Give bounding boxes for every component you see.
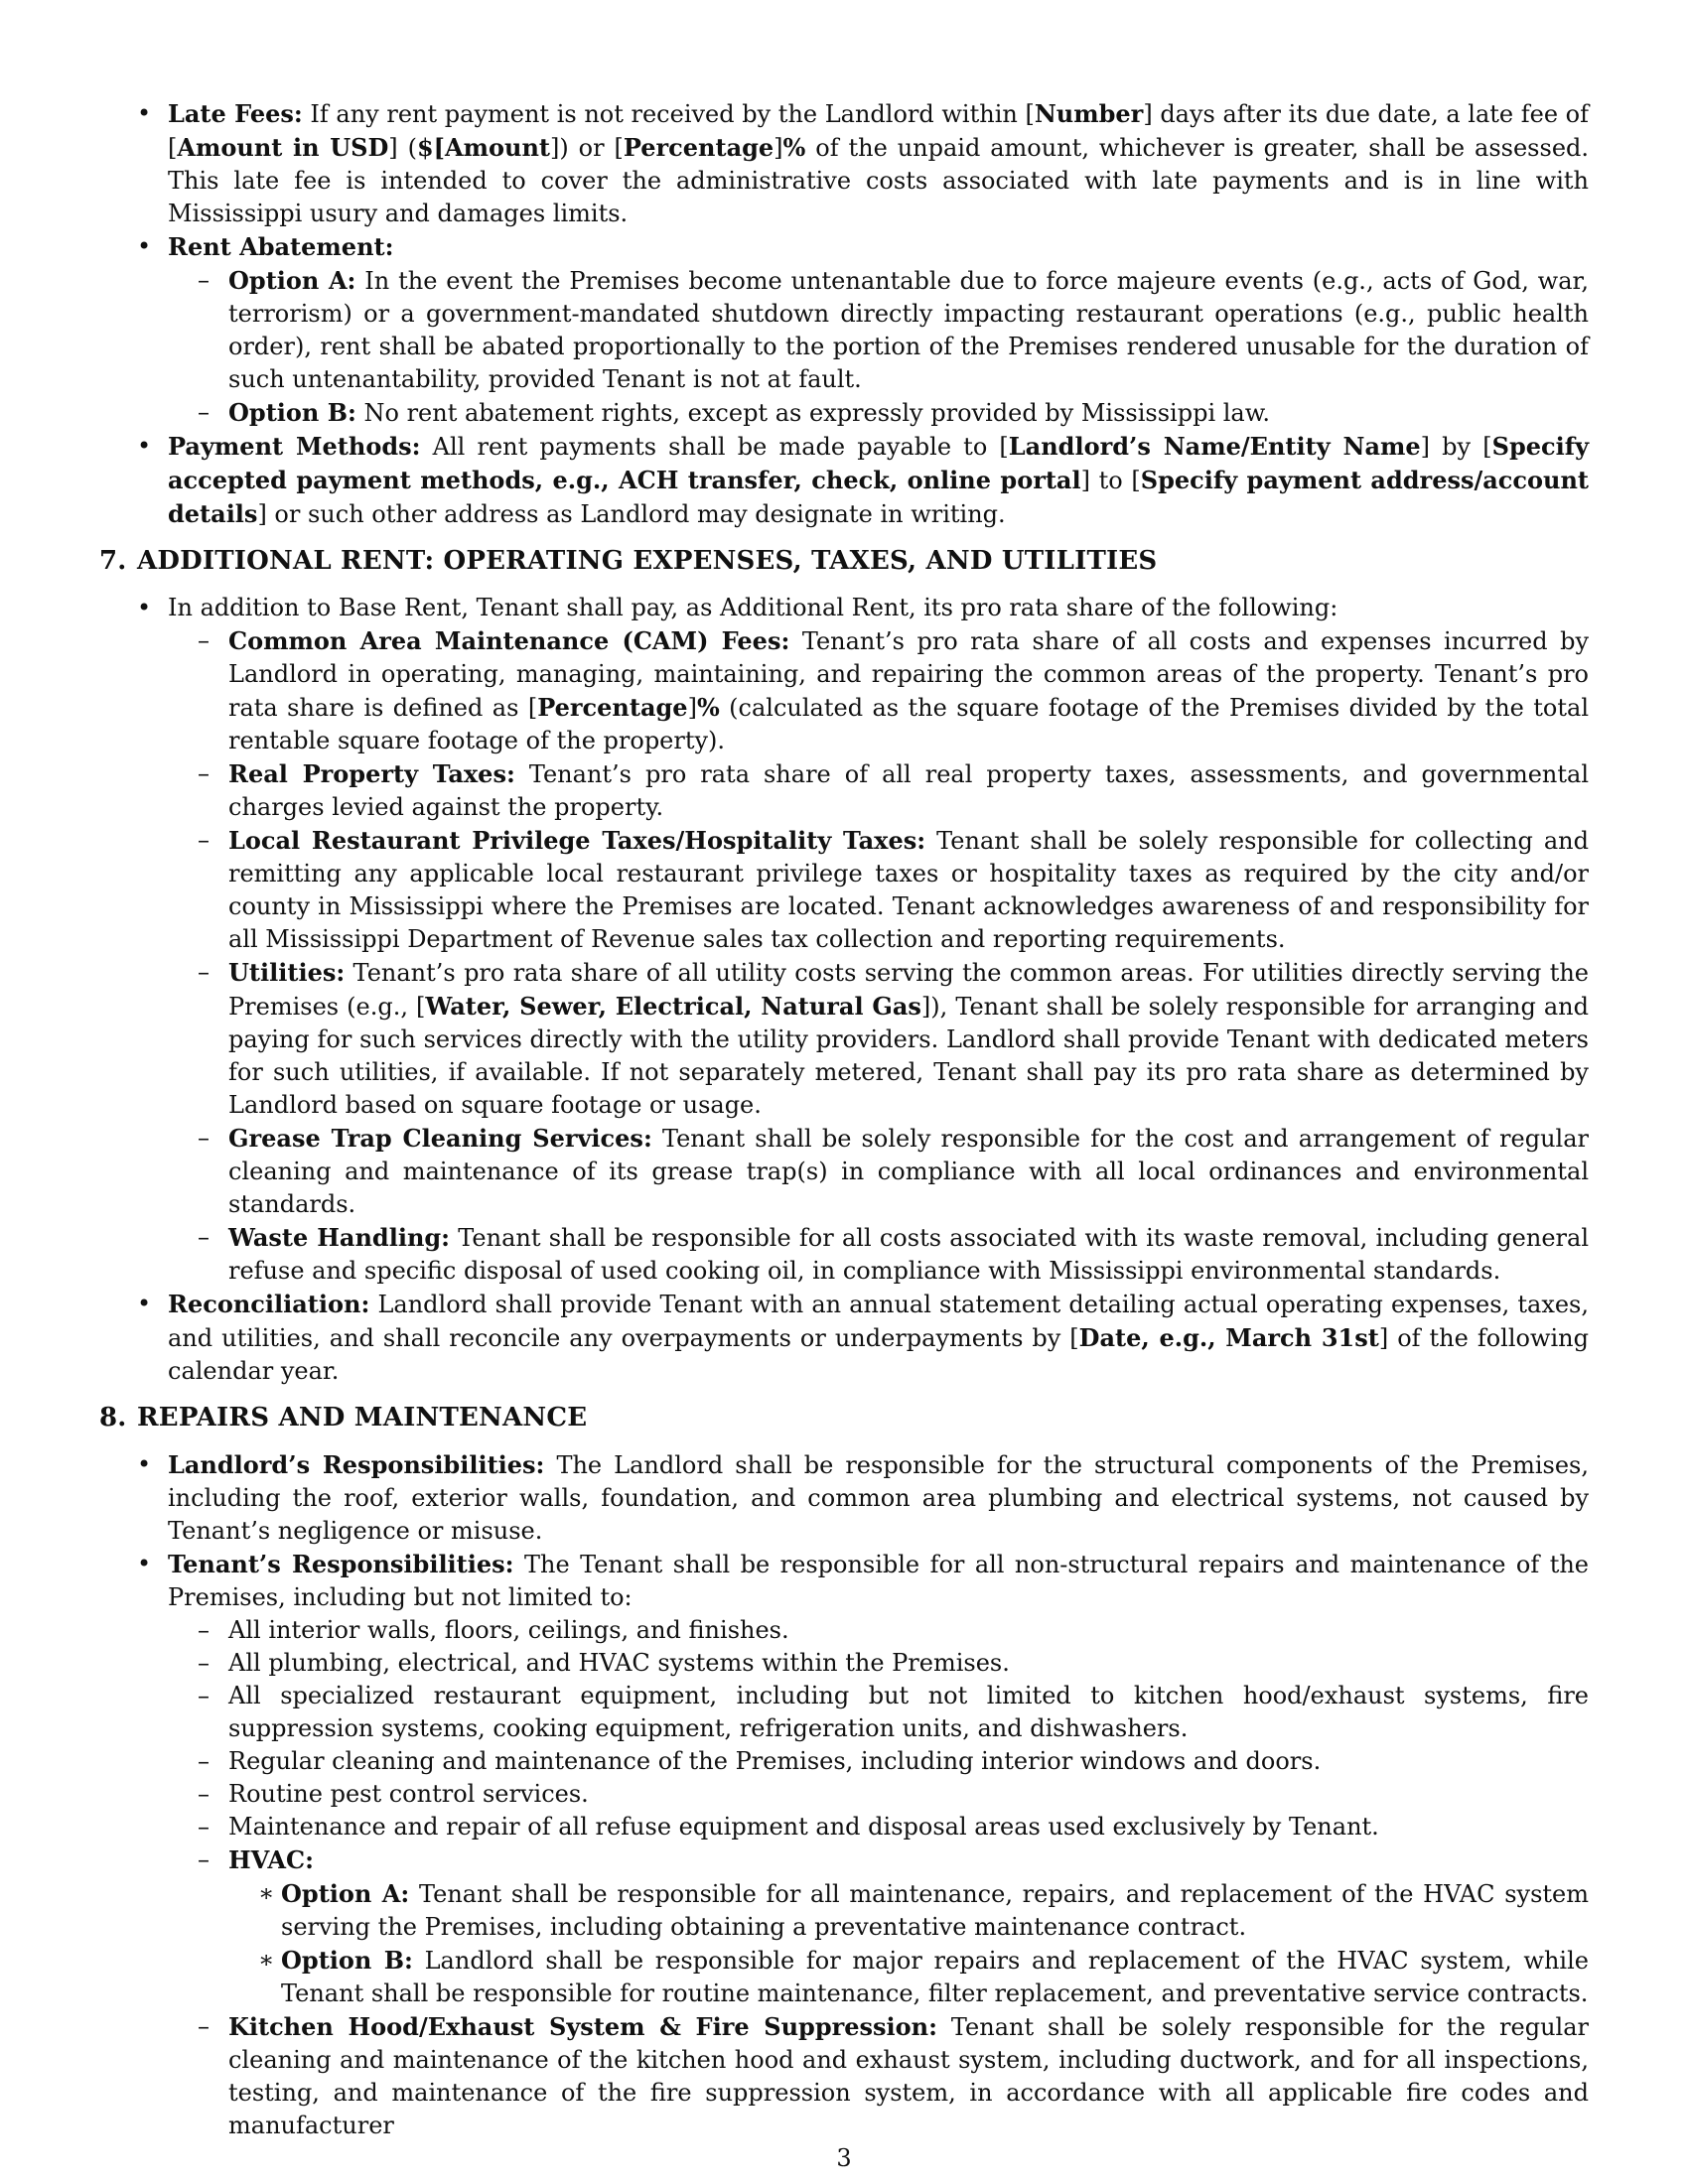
section-7-intro: In addition to Base Rent, Tenant shall pay, as Additional Rent, its pro rata share of the following:	[168, 594, 1338, 621]
payment-methods-text: All rent payments shall be made payable to [	[420, 433, 1009, 461]
reconciliation-text: ] of the following calendar year.	[168, 1324, 1590, 1385]
section-7-heading	[99, 545, 1589, 578]
rent-abatement-options	[168, 264, 1589, 430]
section-7-title: ADDITIONAL RENT: OPERATING EXPENSES, TAXES, AND UTILITIES	[137, 546, 1158, 576]
tenant-responsibilities-item	[99, 1548, 1589, 2142]
payment-methods-placeholder-landlord: Landlord’s Name/Entity Name	[1008, 432, 1421, 461]
landlord-responsibilities-text: The Landlord shall be responsible for the structural components of the Premises, including the roof, exterior walls, foundation, and common area plumbing and electrical systems, not caused by Tenant’s negligence or misuse.	[168, 1451, 1590, 1545]
utilities-text: Tenant’s pro rata share of all utility costs serving the common areas. For utilities directly serving the Premises (e.g., [	[228, 959, 1589, 1021]
tenant-item: – All plumbing, electrical, and HVAC systems within the Premises.	[168, 1647, 1589, 1680]
late-fees-text: ]) or [	[550, 134, 624, 162]
late-fees-text: of the unpaid amount, whichever is greater, shall be assessed. This late fee is intended to cover the administrative costs associated with late payments and is in line with Mississippi usury and damages limits.	[168, 134, 1590, 227]
late-fees-item	[99, 97, 1589, 230]
section-8-heading	[99, 1402, 1589, 1434]
cam-fees-text: Tenant’s pro rata share of all costs and expenses incurred by Landlord in operating, managing, maintaining, and repairing the common areas of the property. Tenant’s pro rata share is defined as [	[228, 627, 1589, 722]
section-7-list	[99, 592, 1589, 1388]
page-number: 3	[836, 2144, 852, 2172]
tenant-responsibilities-list	[168, 1614, 1589, 2142]
landlord-responsibilities-label: Landlord’s Responsibilities:	[168, 1450, 545, 1479]
cam-fees-item	[168, 624, 1589, 757]
kitchen-hood-item	[168, 2010, 1589, 2142]
grease-trap-label: Grease Trap Cleaning Services:	[228, 1124, 652, 1153]
late-fees-placeholder-percentage: Percentage	[623, 133, 774, 162]
privilege-taxes-item	[168, 824, 1589, 956]
property-taxes-item	[168, 757, 1589, 824]
late-fees-placeholder-dollar: $[Amount	[416, 133, 550, 162]
cam-fees-text: (calculated as the square footage of the Premises divided by the total rentable square footage of the property).	[228, 694, 1589, 754]
rent-abatement-option-b	[168, 396, 1589, 430]
late-fees-percent-sign: %	[782, 133, 806, 162]
top-bullet-list	[99, 97, 1589, 531]
waste-handling-label: Waste Handling:	[228, 1223, 451, 1252]
hvac-option-b-label: Option B:	[281, 1946, 413, 1975]
tenant-item: – Routine pest control services.	[168, 1778, 1589, 1811]
section-8-title: REPAIRS AND MAINTENANCE	[137, 1403, 588, 1433]
option-b-label: Option B:	[228, 398, 356, 427]
late-fees-placeholder-amount: Amount in USD	[177, 133, 389, 162]
section-8-number: 8.	[99, 1403, 127, 1433]
property-taxes-label: Real Property Taxes:	[228, 759, 515, 788]
cam-placeholder-percentage: Percentage	[537, 693, 688, 722]
cam-percent-sign: %	[696, 693, 720, 722]
hvac-option-a-text: Tenant shall be responsible for all maintenance, repairs, and replacement of the HVAC system serving the Premises, including obtaining a preventative maintenance contract.	[281, 1880, 1589, 1941]
landlord-responsibilities-item	[99, 1448, 1589, 1548]
option-b-text: No rent abatement rights, except as expressly provided by Mississippi law.	[355, 399, 1271, 427]
page-content	[99, 97, 1589, 2142]
payment-methods-text: ] to [	[1080, 467, 1141, 494]
reconciliation-label: Reconciliation:	[168, 1290, 370, 1318]
hvac-options	[228, 1877, 1589, 2010]
reconciliation-placeholder-date: Date, e.g., March 31st	[1078, 1323, 1379, 1352]
reconciliation-item	[99, 1288, 1589, 1388]
kitchen-hood-text: Tenant shall be solely responsible for the regular cleaning and maintenance of the kitchen hood and exhaust system, including ductwork, and for all inspections, testing, and maintenance of the fire suppression system, in accordance with all applicable fire codes and manufacturer	[228, 2013, 1589, 2139]
late-fees-text: ]	[774, 134, 783, 162]
tenant-responsibilities-label: Tenant’s Responsibilities:	[168, 1550, 514, 1578]
privilege-taxes-text: Tenant shall be solely responsible for collecting and remitting any applicable local restaurant privilege taxes or hospitality taxes as required by the city and/or county in Mississippi where the Premises are located. Tenant acknowledges awareness of and responsibility for all Mississippi Department of Revenue sales tax collection and reporting requirements.	[228, 827, 1589, 953]
utilities-label: Utilities:	[228, 958, 346, 987]
payment-methods-text: ] by [	[1420, 433, 1492, 461]
section-7-intro-item	[99, 592, 1589, 1288]
waste-handling-item	[168, 1221, 1589, 1288]
payment-methods-item	[99, 430, 1589, 531]
utilities-text: ]), Tenant shall be solely responsible for arranging and paying for such services directly with the utility providers. Landlord shall provide Tenant with dedicated meters for such utilities, if available. If not separately metered, Tenant shall pay its pro rata share as determined by Landlord based on square footage or usage.	[228, 993, 1590, 1119]
waste-handling-text: Tenant shall be responsible for all costs associated with its waste removal, including general refuse and specific disposal of used cooking oil, in compliance with Mississippi environmental standards.	[228, 1224, 1590, 1285]
property-taxes-text: Tenant’s pro rata share of all real property taxes, assessments, and governmental charges levied against the property.	[228, 760, 1589, 821]
tenant-item: – Maintenance and repair of all refuse equipment and disposal areas used exclusively by Tenant.	[168, 1811, 1589, 1843]
cam-fees-text: ]	[687, 694, 697, 722]
utilities-item	[168, 956, 1589, 1122]
cam-fees-label: Common Area Maintenance (CAM) Fees:	[228, 626, 790, 655]
late-fees-text: ] days after its due date, a late fee of [	[168, 100, 1589, 162]
payment-methods-label: Payment Methods:	[168, 432, 421, 461]
rent-abatement-label: Rent Abatement:	[168, 232, 394, 261]
tenant-item: – All interior walls, floors, ceilings, and finishes.	[168, 1614, 1589, 1647]
hvac-option-a-label: Option A:	[281, 1879, 410, 1908]
hvac-option-b-text: Landlord shall be responsible for major repairs and replacement of the HVAC system, while Tenant shall be responsible for routine maintenance, filter replacement, and preventative service contracts.	[281, 1947, 1589, 2007]
option-a-label: Option A:	[228, 266, 356, 295]
section-7-number: 7.	[99, 546, 127, 576]
grease-trap-item	[168, 1122, 1589, 1221]
late-fees-label: Late Fees:	[168, 99, 303, 128]
section-8-list	[99, 1448, 1589, 2142]
payment-methods-placeholder-methods: Specify accepted payment methods, e.g., ACH transfer, check, online portal	[168, 432, 1590, 494]
utilities-placeholder: Water, Sewer, Electrical, Natural Gas	[425, 992, 921, 1021]
tenant-responsibilities-text: The Tenant shall be responsible for all non-structural repairs and maintenance of the Premises, including but not limited to:	[168, 1551, 1590, 1611]
late-fees-placeholder-number: Number	[1034, 99, 1144, 128]
hvac-item	[168, 1843, 1589, 2010]
late-fees-text: ] (	[388, 134, 417, 162]
hvac-option-b	[228, 1944, 1589, 2010]
hvac-option-a	[228, 1877, 1589, 1944]
late-fees-text: If any rent payment is not received by the Landlord within [	[302, 100, 1035, 128]
tenant-item: – Regular cleaning and maintenance of the Premises, including interior windows and doors.	[168, 1745, 1589, 1778]
rent-abatement-item	[99, 230, 1589, 430]
rent-abatement-option-a	[168, 264, 1589, 396]
privilege-taxes-label: Local Restaurant Privilege Taxes/Hospitality Taxes:	[228, 826, 926, 855]
additional-rent-list	[168, 624, 1589, 1288]
payment-methods-text: ] or such other address as Landlord may designate in writing.	[257, 500, 1006, 528]
kitchen-hood-label: Kitchen Hood/Exhaust System & Fire Suppression:	[228, 2012, 937, 2041]
reconciliation-text: Landlord shall provide Tenant with an annual statement detailing actual operating expenses, taxes, and utilities, and shall reconcile any overpayments or underpayments by [	[168, 1291, 1589, 1352]
tenant-item: – All specialized restaurant equipment, including but not limited to kitchen hood/exhaust systems, fire suppression systems, cooking equipment, refrigeration units, and dishwashers.	[168, 1680, 1589, 1745]
grease-trap-text: Tenant shall be solely responsible for the cost and arrangement of regular cleaning and maintenance of its grease trap(s) in compliance with all local ordinances and environmental standards.	[228, 1125, 1589, 1218]
option-a-text: In the event the Premises become untenantable due to force majeure events (e.g., acts of God, war, terrorism) or a government-mandated shutdown directly impacting restaurant operations (e.g., public health order), rent shall be abated proportionally to the portion of the Premises rendered unusable for the duration of such untenantability, provided Tenant is not at fault.	[228, 267, 1589, 393]
payment-methods-placeholder-address: Specify payment address/account details	[168, 466, 1590, 528]
hvac-label: HVAC:	[228, 1845, 315, 1874]
